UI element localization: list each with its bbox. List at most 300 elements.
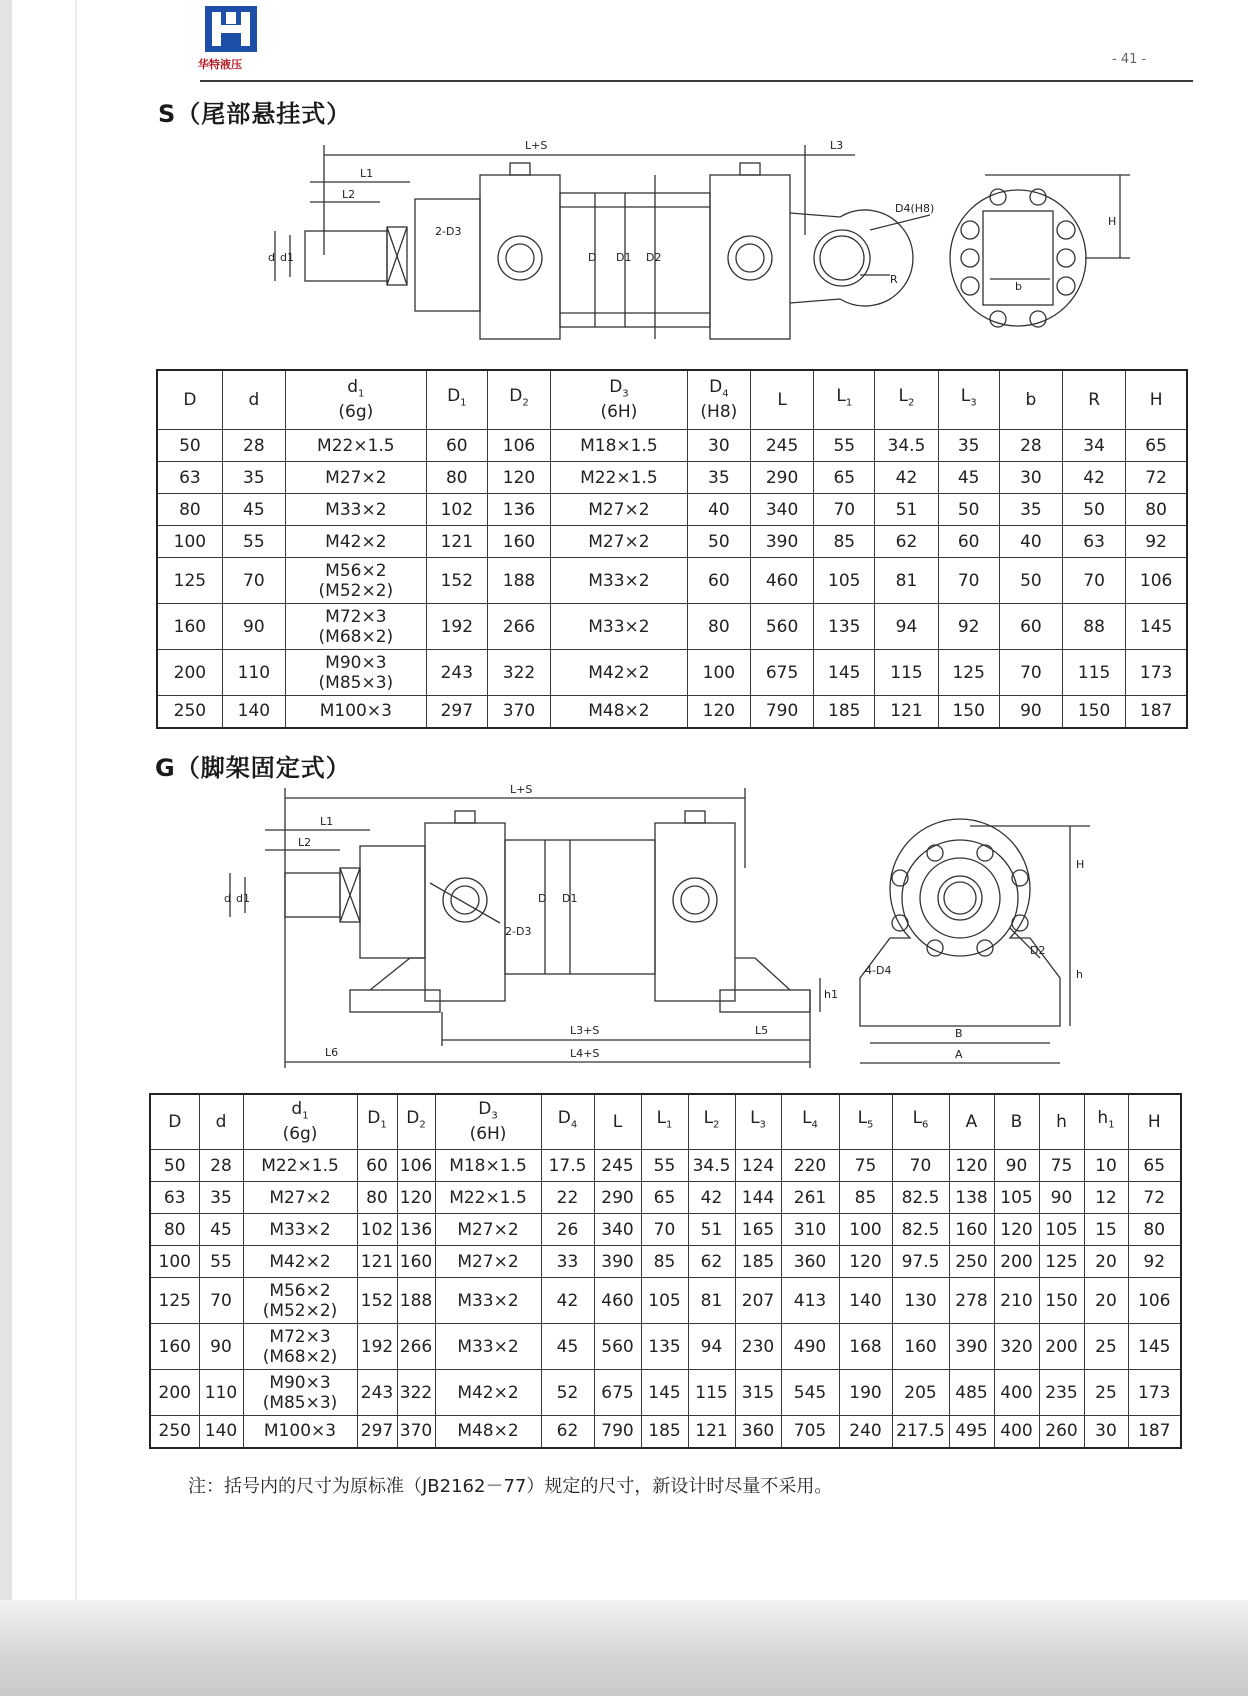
table-cell: 152 [357, 1278, 397, 1324]
table-cell: 80 [1126, 494, 1187, 526]
table-cell: 120 [487, 462, 550, 494]
table-cell [243, 1182, 357, 1214]
table-cell: 106 [1126, 558, 1187, 604]
table-cell [285, 650, 426, 696]
thread-spec: M33×2 [325, 499, 387, 520]
table-cell: 92 [1128, 1246, 1181, 1278]
table-cell: 70 [199, 1278, 243, 1324]
table-cell: M33×2 [435, 1324, 541, 1370]
table-cell: 63 [1063, 526, 1126, 558]
table-cell: 51 [875, 494, 938, 526]
column-header-symbol: h [1056, 1111, 1067, 1132]
table-cell: 340 [594, 1214, 641, 1246]
table-cell: M48×2 [551, 696, 688, 728]
s-dim-D2: D2 [646, 251, 662, 264]
table-cell: 81 [875, 558, 938, 604]
column-header [594, 1094, 641, 1150]
table-cell: 88 [1063, 604, 1126, 650]
table-cell: 81 [688, 1278, 735, 1324]
section-g-title: G（脚架固定式） [155, 754, 351, 782]
table-header-row [157, 370, 1187, 430]
table-cell: 25 [1084, 1370, 1128, 1416]
table-cell: 315 [735, 1370, 781, 1416]
table-cell: 50 [938, 494, 999, 526]
s-dim-l2: L2 [342, 188, 356, 201]
table-cell: 55 [199, 1246, 243, 1278]
table-cell [285, 430, 426, 462]
thread-spec: M33×2 [269, 1219, 331, 1240]
g-dim-l4s: L4+S [570, 1047, 600, 1060]
table-cell: 100 [687, 650, 750, 696]
table-cell: 70 [814, 494, 875, 526]
column-header [781, 1094, 839, 1150]
column-header-symbol: D [509, 386, 523, 407]
thread-spec: M27×2 [269, 1187, 331, 1208]
table-row [157, 650, 1187, 696]
table-cell: 22 [541, 1182, 594, 1214]
table-cell: 40 [687, 494, 750, 526]
column-header-symbol: d [291, 1098, 303, 1119]
table-cell: 217.5 [892, 1416, 949, 1448]
table-cell: 140 [222, 696, 285, 728]
table-cell: 390 [594, 1246, 641, 1278]
table-cell: 290 [594, 1182, 641, 1214]
g-dim-h1: h1 [824, 988, 838, 1001]
s-dim-d: d [268, 251, 275, 264]
table-cell: 80 [150, 1214, 199, 1246]
column-header-symbol: D [183, 389, 197, 410]
table-cell: 34.5 [875, 430, 938, 462]
table-row [150, 1278, 1181, 1324]
thread-spec: M22×1.5 [261, 1155, 339, 1176]
table-cell: 12 [1084, 1182, 1128, 1214]
table-cell: 278 [949, 1278, 994, 1324]
table-cell: 25 [1084, 1324, 1128, 1370]
table-cell: 250 [157, 696, 222, 728]
column-header-subscript: 2 [908, 397, 915, 409]
table-cell: 125 [938, 650, 999, 696]
table-cell: 70 [1063, 558, 1126, 604]
column-header [1039, 1094, 1084, 1150]
table-cell: 30 [999, 462, 1062, 494]
table-cell: 187 [1128, 1416, 1181, 1448]
table-cell: 35 [999, 494, 1062, 526]
column-header [641, 1094, 688, 1150]
table-cell: 266 [487, 604, 550, 650]
table-cell: 50 [157, 430, 222, 462]
table-cell: 245 [750, 430, 813, 462]
column-header-subscript: 3 [970, 397, 977, 409]
column-header-symbol: D [478, 1098, 492, 1119]
column-header-symbol: D [406, 1108, 420, 1129]
table-cell: 235 [1039, 1370, 1084, 1416]
column-header [688, 1094, 735, 1150]
thread-spec: M42×2 [269, 1251, 331, 1272]
table-cell: 75 [1039, 1150, 1084, 1182]
table-cell: 125 [150, 1278, 199, 1324]
brand-logo [205, 6, 257, 52]
table-cell: 150 [1039, 1278, 1084, 1324]
table-cell: M18×1.5 [435, 1150, 541, 1182]
s-mount-drawing [250, 135, 1190, 355]
table-cell: 100 [157, 526, 222, 558]
table-cell: 150 [938, 696, 999, 728]
table-cell: M33×2 [551, 604, 688, 650]
column-header [687, 370, 750, 430]
table-cell: 138 [949, 1182, 994, 1214]
column-header-subscript: 2 [713, 1119, 720, 1131]
g-dim-d: d [224, 892, 231, 905]
table-cell: 360 [735, 1416, 781, 1448]
column-header [938, 370, 999, 430]
column-header [1126, 370, 1187, 430]
table-row [157, 494, 1187, 526]
g-mount-drawing [210, 778, 1190, 1078]
thread-spec: M56×2 [325, 560, 387, 581]
table-cell: M48×2 [435, 1416, 541, 1448]
table-cell: 150 [1063, 696, 1126, 728]
g-dim-D1: D1 [562, 892, 578, 905]
table-cell: 125 [1039, 1246, 1084, 1278]
table-cell: 70 [892, 1150, 949, 1182]
table-cell [243, 1214, 357, 1246]
table-cell [243, 1370, 357, 1416]
table-cell: 188 [397, 1278, 435, 1324]
s-dim-l1: L1 [360, 167, 374, 180]
table-cell: 42 [541, 1278, 594, 1324]
table-cell: 485 [949, 1370, 994, 1416]
table-cell: 82.5 [892, 1214, 949, 1246]
table-cell: 243 [426, 650, 487, 696]
table-cell: 705 [781, 1416, 839, 1448]
g-dim-l5: L5 [755, 1024, 769, 1037]
table-cell: 105 [994, 1182, 1039, 1214]
table-cell: 80 [687, 604, 750, 650]
g-dim-l3s: L3+S [570, 1024, 600, 1037]
table-cell: 210 [994, 1278, 1039, 1324]
table-cell: 297 [426, 696, 487, 728]
table-cell: 110 [222, 650, 285, 696]
column-header-subscript: 3 [759, 1119, 766, 1131]
table-cell: 200 [157, 650, 222, 696]
column-header-symbol: h [1097, 1108, 1109, 1129]
table-cell: 145 [814, 650, 875, 696]
table-cell: 97.5 [892, 1246, 949, 1278]
thread-spec: M100×3 [319, 701, 392, 722]
table-cell [285, 462, 426, 494]
thread-spec: M56×2 [269, 1280, 331, 1301]
table-cell: 370 [397, 1416, 435, 1448]
thread-spec: (M68×2) [318, 626, 394, 647]
table-cell: 290 [750, 462, 813, 494]
column-header-symbol: L [960, 386, 971, 407]
table-cell: M27×2 [551, 526, 688, 558]
table-cell: 160 [157, 604, 222, 650]
thread-spec: M27×2 [325, 467, 387, 488]
table-cell: 145 [1128, 1324, 1181, 1370]
column-header [735, 1094, 781, 1150]
table-cell: 80 [157, 494, 222, 526]
table-cell: 100 [839, 1214, 892, 1246]
column-header [999, 370, 1062, 430]
table-cell: 105 [1039, 1214, 1084, 1246]
thread-spec: (M52×2) [318, 580, 394, 601]
column-header [199, 1094, 243, 1150]
g-dim-h-right: H [1076, 858, 1085, 871]
table-cell: 10 [1084, 1150, 1128, 1182]
g-dim-d2: D2 [1030, 944, 1046, 957]
column-header [814, 370, 875, 430]
table-cell: 94 [688, 1324, 735, 1370]
column-header-symbol: L [612, 1111, 623, 1132]
table-cell: 70 [938, 558, 999, 604]
table-cell: 144 [735, 1182, 781, 1214]
table-cell: 26 [541, 1214, 594, 1246]
s-dimension-table [156, 369, 1188, 729]
table-cell: 70 [999, 650, 1062, 696]
table-row [150, 1370, 1181, 1416]
table-row [150, 1324, 1181, 1370]
table-cell: 28 [222, 430, 285, 462]
table-cell: M33×2 [551, 558, 688, 604]
table-cell: 35 [938, 430, 999, 462]
table-cell [243, 1416, 357, 1448]
table-cell: 105 [641, 1278, 688, 1324]
table-cell: 200 [994, 1246, 1039, 1278]
table-cell [285, 604, 426, 650]
column-header-note: (6H) [469, 1124, 507, 1145]
column-header-symbol: L [656, 1108, 667, 1129]
table-cell: 400 [994, 1370, 1039, 1416]
table-cell: 65 [1126, 430, 1187, 462]
table-cell: 60 [938, 526, 999, 558]
table-cell: 42 [875, 462, 938, 494]
table-cell: 675 [750, 650, 813, 696]
table-cell: 192 [426, 604, 487, 650]
thread-spec: M22×1.5 [317, 435, 395, 456]
table-cell: 124 [735, 1150, 781, 1182]
table-cell: 322 [397, 1370, 435, 1416]
column-header-symbol: b [1025, 389, 1037, 410]
thread-spec: M42×2 [325, 531, 387, 552]
table-cell: 160 [949, 1214, 994, 1246]
column-header-symbol: D [168, 1111, 182, 1132]
thread-spec: M100×3 [263, 1421, 337, 1442]
table-cell: 17.5 [541, 1150, 594, 1182]
table-cell: 185 [735, 1246, 781, 1278]
table-cell: M22×1.5 [435, 1182, 541, 1214]
table-row [157, 526, 1187, 558]
column-header-symbol: L [750, 1108, 760, 1129]
g-dim-D: D [538, 892, 547, 905]
table-cell: 173 [1126, 650, 1187, 696]
table-cell: 250 [150, 1416, 199, 1448]
table-cell: 205 [892, 1370, 949, 1416]
table-cell: 35 [222, 462, 285, 494]
table-cell: 173 [1128, 1370, 1181, 1416]
column-header-note: (6H) [600, 402, 638, 423]
table-cell: 94 [875, 604, 938, 650]
table-cell: 136 [397, 1214, 435, 1246]
table-cell: 370 [487, 696, 550, 728]
column-header [551, 370, 688, 430]
table-cell: M27×2 [551, 494, 688, 526]
column-header [285, 370, 426, 430]
table-cell: 360 [781, 1246, 839, 1278]
table-row [150, 1214, 1181, 1246]
table-cell: M22×1.5 [551, 462, 688, 494]
table-cell: 40 [999, 526, 1062, 558]
column-header [1063, 370, 1126, 430]
table-cell: 35 [687, 462, 750, 494]
table-cell: 187 [1126, 696, 1187, 728]
column-header-symbol: d [215, 1111, 227, 1132]
table-cell: 80 [1128, 1214, 1181, 1246]
page-fold [75, 0, 77, 1600]
table-cell: 62 [875, 526, 938, 558]
column-header [541, 1094, 594, 1150]
column-header-subscript: 5 [867, 1119, 874, 1131]
table-cell: M42×2 [551, 650, 688, 696]
table-cell: 85 [641, 1246, 688, 1278]
table-cell: 65 [641, 1182, 688, 1214]
table-cell: 160 [892, 1324, 949, 1370]
column-header-symbol: L [857, 1108, 868, 1129]
table-row [157, 604, 1187, 650]
column-header-subscript: 2 [419, 1119, 426, 1131]
table-cell: 460 [594, 1278, 641, 1324]
table-cell: 790 [750, 696, 813, 728]
table-cell: 15 [1084, 1214, 1128, 1246]
s-dim-l3: L3 [830, 139, 844, 152]
header-rule [200, 80, 1193, 82]
column-header-note: (H8) [700, 402, 738, 423]
binding-edge [0, 0, 12, 1696]
table-cell: 320 [994, 1324, 1039, 1370]
table-cell: 192 [357, 1324, 397, 1370]
table-cell: 675 [594, 1370, 641, 1416]
column-header-symbol: H [1147, 1111, 1161, 1132]
column-header [397, 1094, 435, 1150]
table-cell: 20 [1084, 1278, 1128, 1324]
table-cell: 390 [750, 526, 813, 558]
table-cell: 250 [949, 1246, 994, 1278]
s-dim-D: D [588, 251, 597, 264]
s-dim-d1: d1 [280, 251, 294, 264]
table-cell: 60 [687, 558, 750, 604]
column-header-note: (6g) [338, 402, 374, 423]
table-cell: 50 [1063, 494, 1126, 526]
thread-spec: (M85×3) [262, 1392, 338, 1413]
table-cell: 185 [641, 1416, 688, 1448]
column-header-note: (6g) [282, 1124, 318, 1145]
column-header-symbol: d [347, 376, 359, 397]
table-cell: 135 [814, 604, 875, 650]
table-cell: 560 [750, 604, 813, 650]
table-cell: 120 [687, 696, 750, 728]
g-dim-a: A [955, 1048, 963, 1061]
g-dim-ls: L+S [510, 783, 533, 796]
thread-spec: M72×3 [325, 606, 387, 627]
s-dim-b: b [1015, 280, 1022, 293]
table-cell: 140 [199, 1416, 243, 1448]
table-cell: 121 [426, 526, 487, 558]
column-header [222, 370, 285, 430]
table-cell: 121 [357, 1246, 397, 1278]
table-cell: M18×1.5 [551, 430, 688, 462]
table-cell: 322 [487, 650, 550, 696]
thread-spec: M90×3 [325, 652, 387, 673]
table-cell: 50 [687, 526, 750, 558]
table-cell: 80 [426, 462, 487, 494]
table-cell: 70 [222, 558, 285, 604]
column-header-subscript: 3 [622, 388, 629, 400]
table-cell: 75 [839, 1150, 892, 1182]
table-cell: 85 [814, 526, 875, 558]
column-header-symbol: D [557, 1108, 571, 1129]
table-cell: 42 [1063, 462, 1126, 494]
table-cell: 130 [892, 1278, 949, 1324]
table-cell: 145 [1126, 604, 1187, 650]
column-header [487, 370, 550, 430]
table-cell: 115 [688, 1370, 735, 1416]
g-dim-d4: 4-D4 [865, 964, 892, 977]
table-cell: 168 [839, 1324, 892, 1370]
table-cell: 60 [426, 430, 487, 462]
column-header-symbol: D [367, 1108, 381, 1129]
table-cell: 90 [1039, 1182, 1084, 1214]
column-header-subscript: 2 [522, 397, 529, 409]
column-header-symbol: L [703, 1108, 714, 1129]
table-cell: 60 [357, 1150, 397, 1182]
table-cell: 55 [222, 526, 285, 558]
table-cell: 80 [357, 1182, 397, 1214]
table-cell: 220 [781, 1150, 839, 1182]
table-cell: 140 [839, 1278, 892, 1324]
table-cell: 310 [781, 1214, 839, 1246]
column-header-subscript: 4 [570, 1119, 578, 1131]
section-s-title: S（尾部悬挂式） [158, 100, 352, 128]
column-header-subscript: 4 [722, 388, 729, 400]
table-cell: M33×2 [435, 1278, 541, 1324]
table-cell: 45 [222, 494, 285, 526]
table-cell: 62 [541, 1416, 594, 1448]
column-header-symbol: A [965, 1111, 978, 1132]
column-header-symbol: D [709, 376, 723, 397]
table-cell: 160 [487, 526, 550, 558]
table-cell: 82.5 [892, 1182, 949, 1214]
table-cell: 145 [641, 1370, 688, 1416]
table-cell [285, 526, 426, 558]
table-cell: 190 [839, 1370, 892, 1416]
column-header-subscript: 1 [460, 397, 467, 409]
table-row [157, 462, 1187, 494]
g-dim-b: B [955, 1027, 963, 1040]
table-cell: 30 [687, 430, 750, 462]
table-cell: 560 [594, 1324, 641, 1370]
footnote: 注：括号内的尺寸为原标准（JB2162－77）规定的尺寸，新设计时尽量不采用。 [188, 1476, 833, 1497]
table-cell [243, 1246, 357, 1278]
table-cell: 135 [641, 1324, 688, 1370]
column-header [1084, 1094, 1128, 1150]
table-cell: 120 [839, 1246, 892, 1278]
table-cell: 105 [814, 558, 875, 604]
table-row [157, 558, 1187, 604]
table-cell [243, 1324, 357, 1370]
table-cell: 297 [357, 1416, 397, 1448]
table-cell: 125 [157, 558, 222, 604]
column-header [426, 370, 487, 430]
